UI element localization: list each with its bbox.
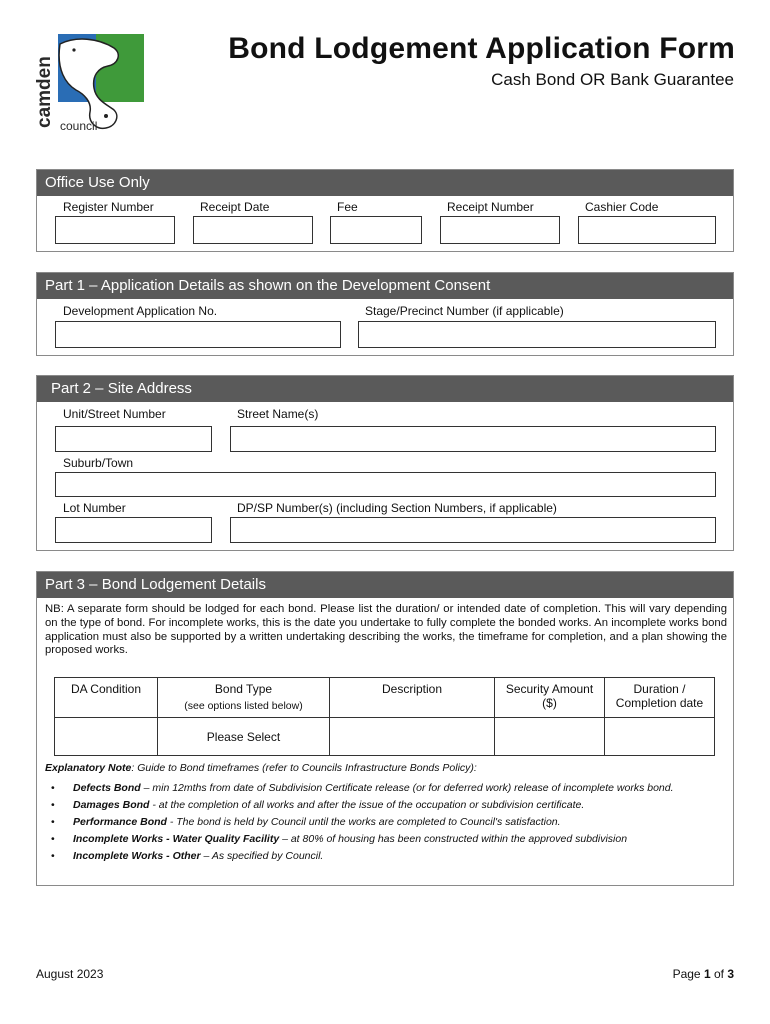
camden-council-logo bbox=[36, 30, 148, 138]
bond-table-header-row bbox=[55, 678, 715, 718]
unit-street-number-input[interactable] bbox=[55, 426, 212, 452]
bullet-icon: • bbox=[51, 850, 55, 862]
part1-section bbox=[36, 272, 734, 356]
part2-section bbox=[36, 375, 734, 551]
description-header: Description bbox=[330, 678, 495, 718]
street-name-label: Street Name(s) bbox=[237, 407, 319, 421]
bond-table-row bbox=[55, 718, 715, 756]
security-amount-header: Security Amount ($) bbox=[495, 678, 605, 718]
office-use-heading: Office Use Only bbox=[37, 170, 733, 196]
receipt-number-label: Receipt Number bbox=[447, 200, 534, 214]
receipt-number-input[interactable] bbox=[440, 216, 560, 244]
register-number-label: Register Number bbox=[63, 200, 154, 214]
bullet-icon: • bbox=[51, 799, 55, 811]
suburb-town-label: Suburb/Town bbox=[63, 456, 134, 470]
bullet-icon: • bbox=[51, 782, 55, 794]
list-item: • Defects Bond – min 12mths from date of Subdivision Certificate release (or for deferred work) release of incomplete works bond. bbox=[51, 782, 674, 794]
explanatory-note bbox=[45, 762, 727, 867]
da-condition-input[interactable] bbox=[55, 718, 158, 756]
logo-main-text: camden bbox=[36, 56, 55, 128]
logo-sub-text: council bbox=[60, 119, 98, 133]
development-application-input[interactable] bbox=[55, 321, 341, 348]
stage-precinct-input[interactable] bbox=[358, 321, 716, 348]
receipt-date-input[interactable] bbox=[193, 216, 313, 244]
page-indicator: Page 1 of 3 bbox=[672, 967, 734, 981]
list-item: • Performance Bond - The bond is held by Council until the works are completed to Council's satisfaction. bbox=[51, 816, 561, 828]
dp-sp-number-label: DP/SP Number(s) (including Section Numbers, if applicable) bbox=[237, 501, 557, 515]
description-input[interactable] bbox=[330, 718, 495, 756]
nb-paragraph: NB: A separate form should be lodged for each bond. Please list the duration/ or intended date of completion. This will vary depending on the type of bond. For incomplete works, this is the date you undertake to fully complete the bonded works. An incomplete works bond application must also be supported by a written undertaking describing the works, the timeframe for completion, and a plan showing the proposed works. bbox=[45, 603, 727, 657]
form-subtitle: Cash Bond OR Bank Guarantee bbox=[491, 70, 734, 89]
bullet-icon: • bbox=[51, 816, 55, 828]
development-application-label: Development Application No. bbox=[63, 304, 218, 318]
list-item: • Damages Bond - at the completion of all works and after the issue of the occupation or subdivision certificate. bbox=[51, 799, 585, 811]
fee-label: Fee bbox=[337, 200, 358, 214]
lot-number-input[interactable] bbox=[55, 517, 212, 543]
office-use-section bbox=[36, 169, 734, 252]
explanatory-note-text: : Guide to Bond timeframes (refer to Councils Infrastructure Bonds Policy): bbox=[131, 762, 477, 774]
bond-table bbox=[54, 677, 715, 756]
bond-type-select[interactable]: Please Select bbox=[158, 718, 330, 756]
lot-number-label: Lot Number bbox=[63, 501, 126, 515]
part3-section bbox=[36, 571, 734, 886]
list-item: • Incomplete Works - Water Quality Facility – at 80% of housing has been constructed within the approved subdivision bbox=[51, 833, 628, 845]
bond-type-header-sub: (see options listed below) bbox=[184, 700, 303, 712]
suburb-town-input[interactable] bbox=[55, 472, 716, 497]
part1-heading: Part 1 – Application Details as shown on the Development Consent bbox=[37, 273, 733, 299]
duration-input[interactable] bbox=[605, 718, 715, 756]
form-title: Bond Lodgement Application Form bbox=[228, 32, 735, 65]
footer-date: August 2023 bbox=[36, 967, 104, 981]
bullet-icon: • bbox=[51, 833, 55, 845]
bond-type-header bbox=[158, 678, 330, 718]
duration-header: Duration / Completion date bbox=[605, 678, 715, 718]
list-item: • Incomplete Works - Other – As specified by Council. bbox=[51, 850, 324, 862]
bond-type-list bbox=[45, 782, 727, 863]
stage-precinct-label: Stage/Precinct Number (if applicable) bbox=[365, 304, 564, 318]
part2-heading: Part 2 – Site Address bbox=[37, 376, 733, 402]
part3-heading: Part 3 – Bond Lodgement Details bbox=[37, 572, 733, 598]
receipt-date-label: Receipt Date bbox=[200, 200, 270, 214]
da-condition-header: DA Condition bbox=[55, 678, 158, 718]
street-name-input[interactable] bbox=[230, 426, 716, 452]
explanatory-note-label: Explanatory Note bbox=[45, 762, 132, 774]
dp-sp-number-input[interactable] bbox=[230, 517, 716, 543]
bond-type-header-label: Bond Type bbox=[214, 682, 273, 696]
cashier-code-label: Cashier Code bbox=[585, 200, 659, 214]
security-amount-input[interactable] bbox=[495, 718, 605, 756]
fee-input[interactable] bbox=[330, 216, 422, 244]
register-number-input[interactable] bbox=[55, 216, 175, 244]
cashier-code-input[interactable] bbox=[578, 216, 716, 244]
unit-street-number-label: Unit/Street Number bbox=[63, 407, 166, 421]
